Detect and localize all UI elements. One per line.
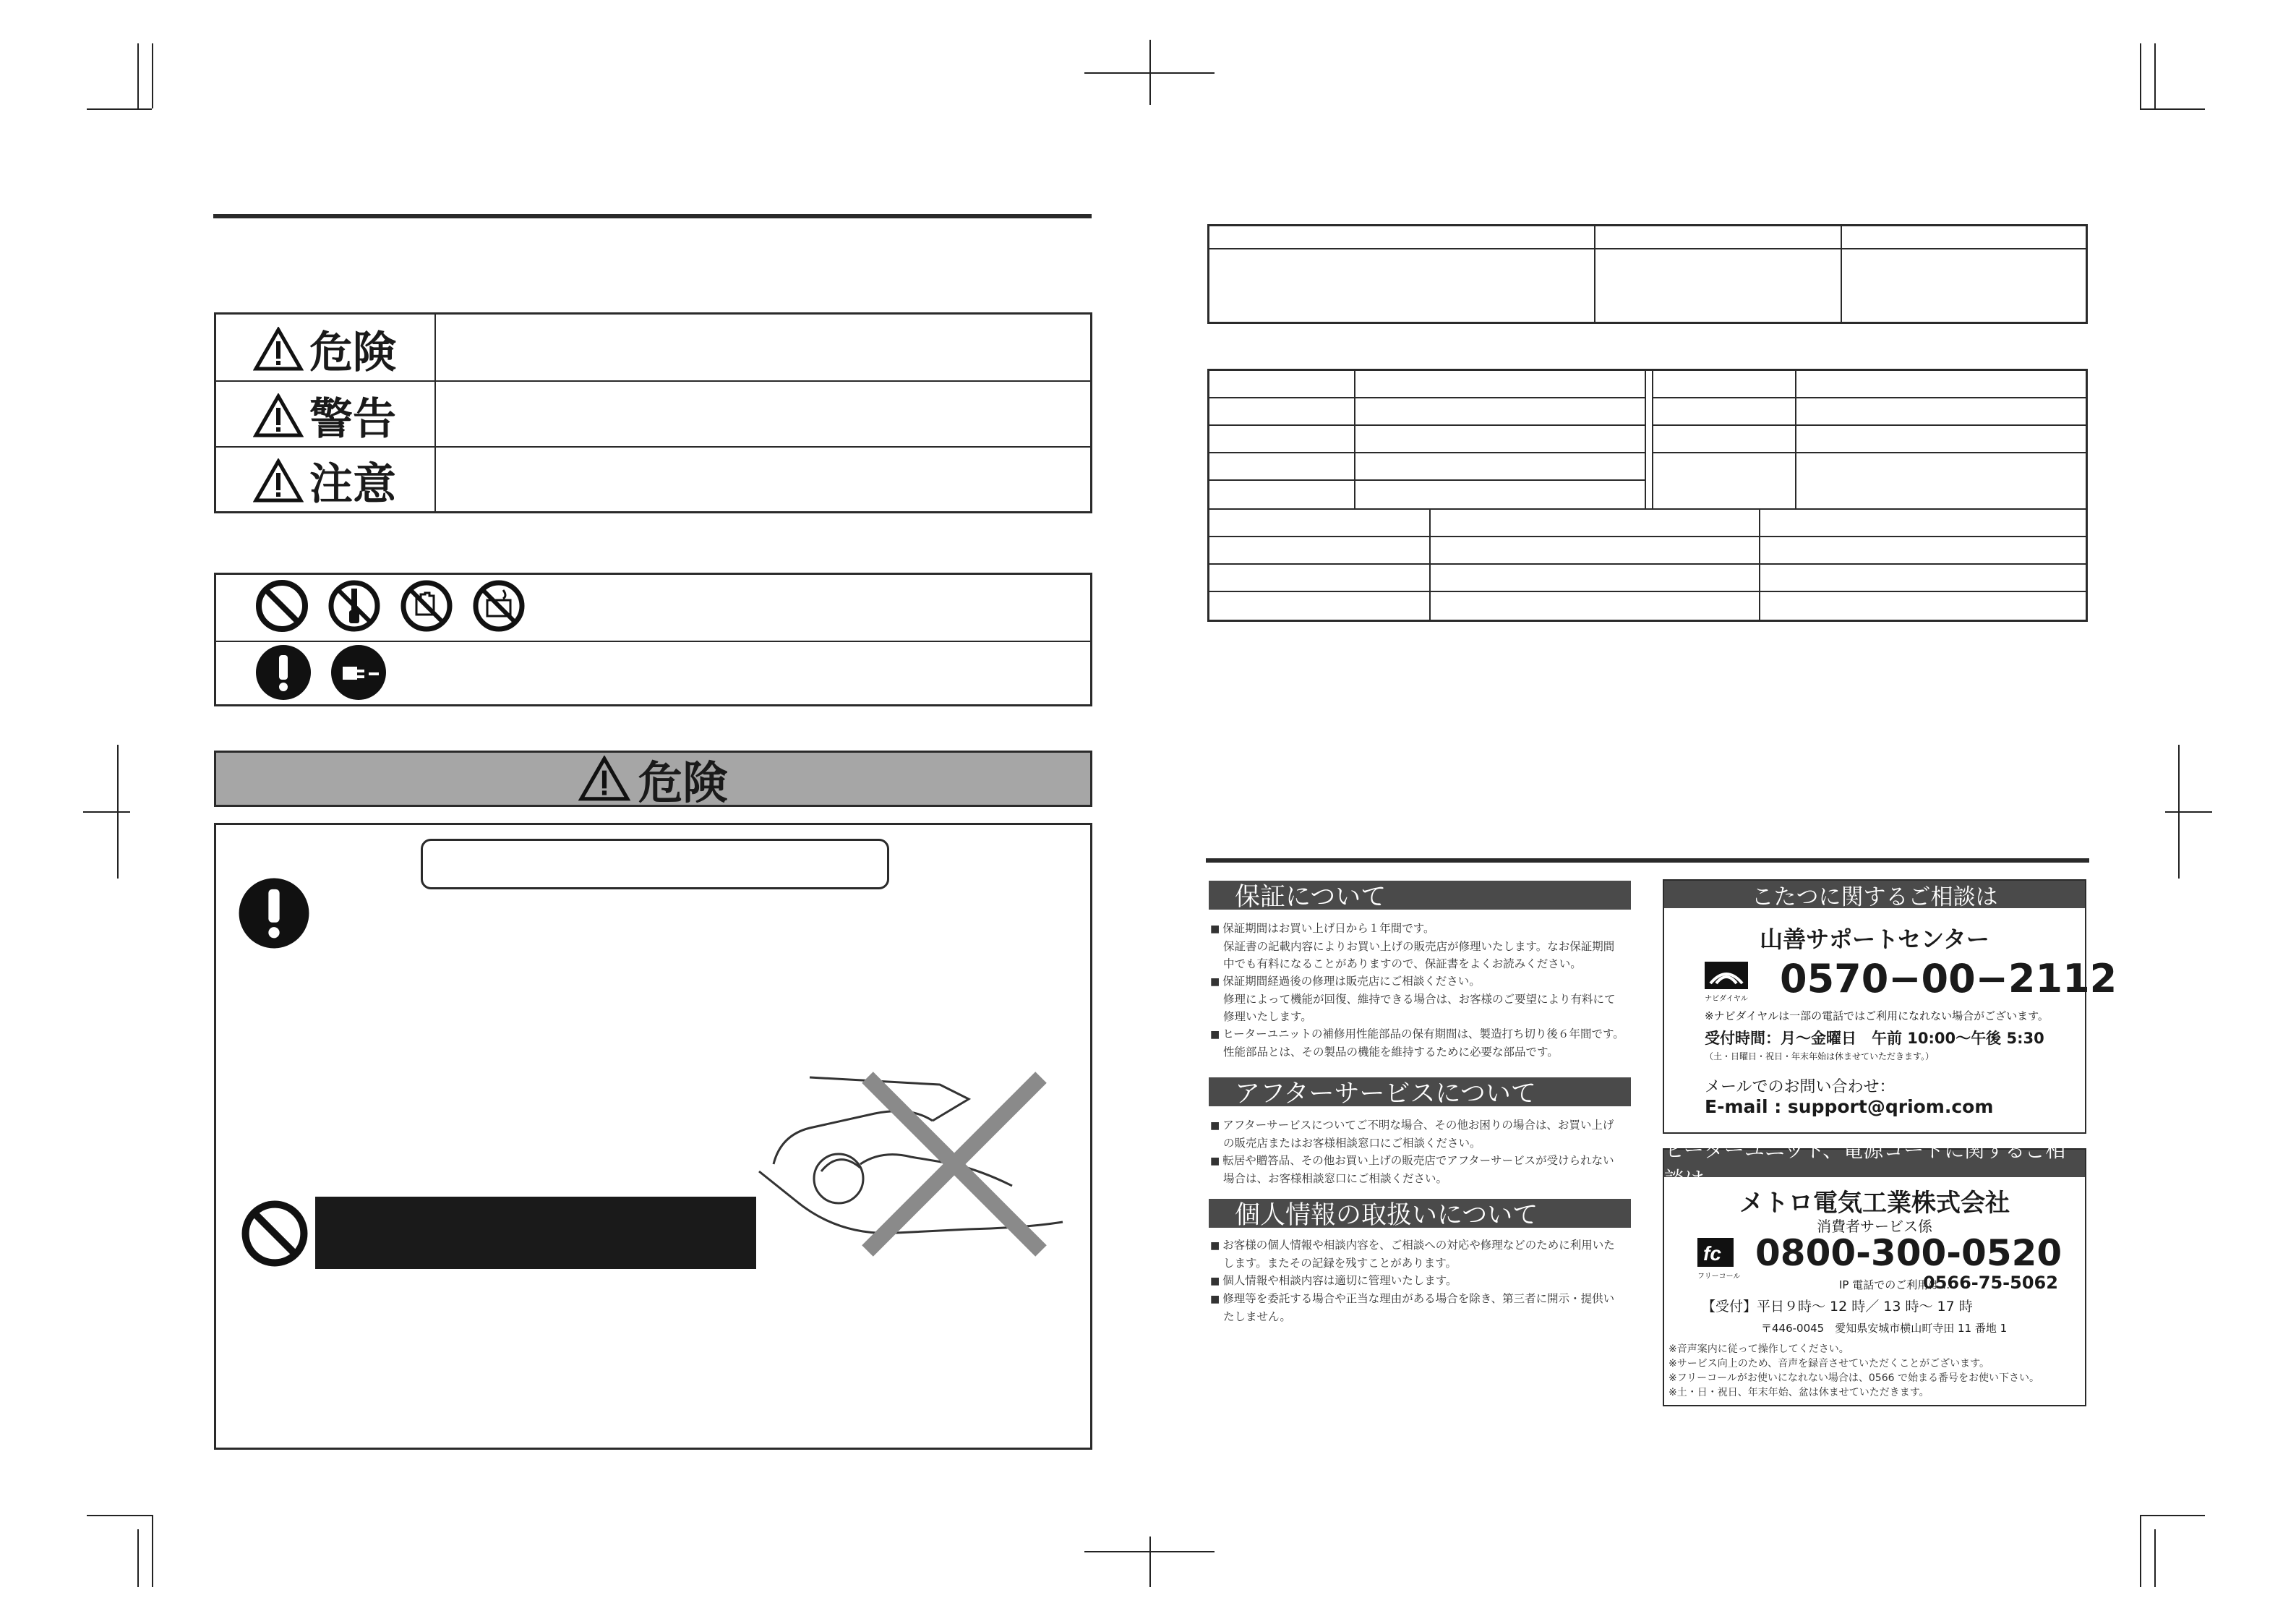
warning-triangle-icon xyxy=(253,393,304,438)
svg-text:fc: fc xyxy=(1703,1242,1721,1265)
kotatsu-holidays: （土・日曜日・祝日・年末年始は休ませていただきます。） xyxy=(1705,1051,1935,1061)
after-service-title-bar: アフターサービスについて xyxy=(1209,1077,1631,1106)
navi-dial-logo: ナビダイヤル xyxy=(1705,962,1748,998)
warranty-text: ■ 保証期間はお買い上げ日から１年間です。 保証書の記載内容によりお買い上げの販売店が修理いたします。なお保証期間 中でも有料になることがありますので、保証書をよくお読みください。 ■ 保証期間経過後の修理は販売店にご相談ください。 修理によって機能が回復、維持できる場合は、お客様のご要望により有料にて 修理いたします。 ■ ヒーターユニットの補修用性能部品の保有期間は、製造打ち切り後６年間です。 性能部品とは、その製品の機能を維持するために必要な部品です。 xyxy=(1210,922,1624,1059)
kotatsu-contact-title: こたつに関するご相談は xyxy=(1664,881,2085,908)
prohibited-icon xyxy=(254,578,309,633)
no-water-icon xyxy=(471,578,526,633)
product-info-table xyxy=(1207,224,2088,324)
mandatory-symbols xyxy=(254,644,387,701)
heater-contact-title: ヒーターユニット、電源コードに関するご相談は xyxy=(1664,1150,2085,1177)
left-heading-rule xyxy=(213,214,1092,218)
kotatsu-phone[interactable]: 0570−00−2112 xyxy=(1780,956,2117,1001)
support-center-name: 山善サポートセンター xyxy=(1760,926,1989,953)
heater-notes: ※音声案内に従って操作してください。 ※サービス向上のため、音声を録音させていただくことがございます。 ※フリーコールがお使いになれない場合は、0566 で始まる番号をお使い下さい。 ※土・日・祝日、年末年始、盆は休ませていただきます。 xyxy=(1669,1343,2039,1398)
signal-word-warning: 警告 xyxy=(253,385,396,447)
warning-triangle-icon xyxy=(253,458,304,503)
danger-band: 危険 xyxy=(214,751,1092,807)
unplug-icon xyxy=(330,644,387,701)
sleeping-under-kotatsu-illustration xyxy=(752,1056,1070,1258)
mandatory-exclamation-icon xyxy=(237,876,311,950)
freecall-logo: fc フリーコール xyxy=(1697,1238,1745,1277)
after-service-text: ■ アフターサービスについてご不明な場合、その他お困りの場合は、お買い上げ の販売店またはお客様相談窓口にご相談ください。 ■ 転居や贈答品、その他お買い上げの販売店でアフターサービスが受けられない 場合は、お客様相談窓口にご相談ください。 xyxy=(1210,1119,1614,1185)
kotatsu-hours: 受付時間：月〜金曜日 午前 10:00〜午後 5:30 xyxy=(1705,1030,2044,1047)
mandatory-exclamation-icon xyxy=(254,644,312,701)
prohibited-icon xyxy=(240,1199,309,1268)
mail-label: メールでのお問い合わせ： xyxy=(1705,1078,1896,1096)
ip-phone[interactable]: 0566-75-5062 xyxy=(1923,1273,2058,1293)
prohibition-symbols xyxy=(254,578,526,633)
support-email[interactable]: E-mail : support@qriom.com xyxy=(1705,1096,1994,1117)
navi-dial-icon xyxy=(1705,962,1748,989)
warning-triangle-icon xyxy=(578,756,630,802)
rounded-caption-box xyxy=(421,839,889,889)
metro-company-name: メトロ電気工業株式会社 xyxy=(1739,1189,2010,1218)
company-address: 〒446-0045 愛知県安城市横山町寺田 11 番地 1 xyxy=(1761,1322,2008,1335)
navi-dial-note: ※ナビダイヤルは一部の電話ではご利用になれない場合がございます。 xyxy=(1705,1009,2049,1022)
warranty-title-bar: 保証について xyxy=(1209,881,1631,910)
freecall-icon xyxy=(1697,1238,1734,1267)
spec-table xyxy=(1207,369,2088,622)
warning-triangle-icon xyxy=(253,327,304,372)
consumer-service-dept: 消費者サービス係 xyxy=(1817,1218,1932,1235)
black-label-box xyxy=(315,1197,756,1269)
privacy-text: ■ お客様の個人情報や相談内容を、ご相談への対応や修理などのために利用いた します。またその記録を残すことがあります。 ■ 個人情報や相談内容は適切に管理いたします。 ■ 修理等を委託する場合や正当な理由がある場合を除き、第三者に開示・提供い たしません。 xyxy=(1210,1239,1615,1323)
privacy-title-bar: 個人情報の取扱いについて xyxy=(1209,1199,1631,1228)
freecall-phone[interactable]: 0800-300-0520 xyxy=(1755,1232,2062,1274)
no-wet-hands-icon xyxy=(399,578,454,633)
no-disassembly-icon xyxy=(327,578,382,633)
ip-phone-label: IP 電話でのご利用は… xyxy=(1839,1278,1950,1291)
right-section-rule xyxy=(1206,858,2089,863)
signal-word-caution: 注意 xyxy=(253,450,396,512)
signal-word-danger: 危険 xyxy=(253,318,396,380)
heater-hours: 【受付】平日９時〜 12 時／ 13 時〜 17 時 xyxy=(1702,1299,1973,1315)
